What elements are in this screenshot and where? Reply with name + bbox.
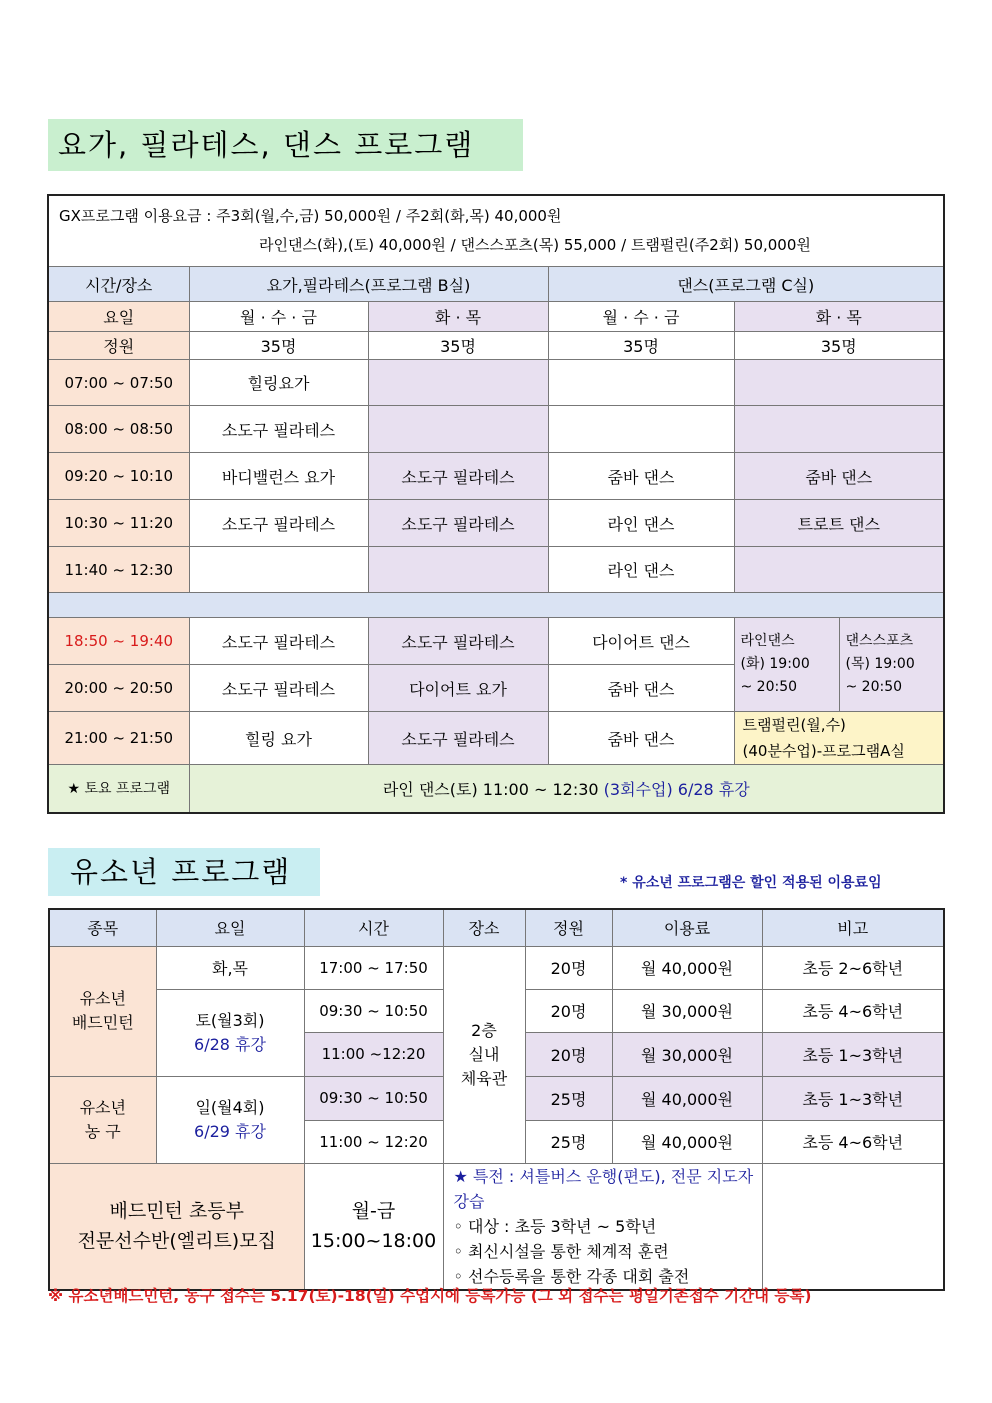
note-cell: 초등 1~3학년 bbox=[762, 1032, 944, 1076]
class-cell: 라인 댄스 bbox=[548, 500, 734, 547]
header-cell: 요일 bbox=[156, 909, 304, 946]
saturday-day: 토(월3회) bbox=[195, 1010, 265, 1030]
place-cell bbox=[443, 946, 525, 1163]
class-cell: 소도구 필라테스 bbox=[189, 618, 368, 665]
class-cell bbox=[548, 406, 734, 453]
day-cell: 화 · 목 bbox=[734, 302, 944, 332]
time-cell: 11:00 ~ 12:20 bbox=[304, 1120, 443, 1163]
gx-schedule-table bbox=[47, 194, 945, 814]
badminton-label-line: 배드민턴 bbox=[71, 1013, 134, 1032]
class-cell: 줌바 댄스 bbox=[548, 453, 734, 500]
trampoline-text: 트램펄린(월,수) bbox=[742, 716, 846, 734]
header-cell: 시간 bbox=[304, 909, 443, 946]
class-cell: 다이어트 요가 bbox=[368, 665, 548, 712]
dance-sports-text: 댄스스포츠 bbox=[845, 633, 914, 649]
elite-list-item: ◦ 선수등록을 통한 각종 대회 출전 bbox=[453, 1266, 690, 1286]
capacity-cell: 20명 bbox=[525, 989, 612, 1032]
registration-note: ※ 유소년배드민턴, 농구 접수는 5.17(토)-18(일) 수업시에 등록가능 (그 외 접수는 평일기존접수 기간내 등록) bbox=[48, 1287, 812, 1305]
sunday-day: 일(월4회) bbox=[195, 1097, 265, 1117]
capacity-cell: 20명 bbox=[525, 946, 612, 989]
break-divider bbox=[48, 593, 944, 618]
class-cell: 줌바 댄스 bbox=[548, 665, 734, 712]
time-cell: 09:30 ~ 10:50 bbox=[304, 1076, 443, 1120]
time-slot: 08:00 ~ 08:50 bbox=[48, 406, 189, 453]
elite-list-item: ◦ 대상 : 초등 3학년 ~ 5학년 bbox=[453, 1216, 657, 1236]
saturday-note: (3회수업) 6/28 휴강 bbox=[603, 779, 750, 799]
class-cell: 라인 댄스 bbox=[548, 547, 734, 593]
sunday-off: 6/29 휴강 bbox=[194, 1121, 266, 1141]
class-cell bbox=[368, 547, 548, 593]
elite-label bbox=[49, 1163, 304, 1290]
elite-details bbox=[443, 1163, 762, 1290]
saturday-label: ★ 토요 프로그램 bbox=[48, 765, 189, 813]
class-cell bbox=[734, 406, 944, 453]
youth-discount-note: * 유소년 프로그램은 할인 적용된 이용료임 bbox=[620, 875, 882, 891]
class-cell: 소도구 필라테스 bbox=[368, 712, 548, 765]
class-cell bbox=[368, 406, 548, 453]
capacity-cell: 20명 bbox=[525, 1032, 612, 1076]
youth-program-table bbox=[48, 908, 945, 1291]
class-cell bbox=[189, 547, 368, 593]
time-slot: 07:00 ~ 07:50 bbox=[48, 360, 189, 406]
class-cell: 소도구 필라테스 bbox=[368, 618, 548, 665]
class-cell: 힐링요가 bbox=[189, 360, 368, 406]
class-cell: 줌바 댄스 bbox=[734, 453, 944, 500]
header-cell: 정원 bbox=[525, 909, 612, 946]
dance-sports-text: (목) 19:00 bbox=[845, 656, 915, 672]
trampoline-text: (40분수업)-프로그램A실 bbox=[742, 742, 905, 760]
header-yoga-room: 요가,필라테스(프로그램 B실) bbox=[189, 267, 548, 302]
line-dance-text: (화) 19:00 bbox=[740, 656, 810, 672]
class-cell: 소도구 필라테스 bbox=[189, 665, 368, 712]
time-slot: 11:40 ~ 12:30 bbox=[48, 547, 189, 593]
fee-cell: 월 40,000원 bbox=[612, 1120, 762, 1163]
class-cell: 줌바 댄스 bbox=[548, 712, 734, 765]
capacity-cell: 35명 bbox=[189, 332, 368, 360]
class-cell: 트로트 댄스 bbox=[734, 500, 944, 547]
day-cell: 화,목 bbox=[156, 946, 304, 989]
fee-cell: 월 40,000원 bbox=[612, 946, 762, 989]
header-capacity: 정원 bbox=[48, 332, 189, 360]
class-cell: 다이어트 댄스 bbox=[548, 618, 734, 665]
time-cell: 11:00 ~12:20 bbox=[304, 1032, 443, 1076]
note-cell: 초등 1~3학년 bbox=[762, 1076, 944, 1120]
class-cell bbox=[734, 360, 944, 406]
line-dance-tue-cell bbox=[734, 618, 839, 712]
place-line: 2층 bbox=[471, 1020, 497, 1040]
time-cell: 09:30 ~ 10:50 bbox=[304, 989, 443, 1032]
day-cell: 화 · 목 bbox=[368, 302, 548, 332]
fee-cell: 월 30,000원 bbox=[612, 989, 762, 1032]
line-dance-text: 라인댄스 bbox=[740, 633, 795, 649]
place-line: 실내 bbox=[468, 1044, 500, 1064]
header-cell: 비고 bbox=[762, 909, 944, 946]
time-slot: 20:00 ~ 20:50 bbox=[48, 665, 189, 712]
fee-cell: 월 30,000원 bbox=[612, 1032, 762, 1076]
elite-hours: 15:00~18:00 bbox=[310, 1230, 437, 1252]
class-cell bbox=[548, 360, 734, 406]
time-slot: 09:20 ~ 10:10 bbox=[48, 453, 189, 500]
dance-sports-text: ~ 20:50 bbox=[845, 679, 903, 695]
gx-fee-line2: 라인댄스(화),(토) 40,000원 / 댄스스포츠(목) 55,000 / 트램펄린(주2회) 50,000원 bbox=[259, 236, 811, 254]
saturday-day-cell bbox=[156, 989, 304, 1076]
header-time-place: 시간/장소 bbox=[48, 267, 189, 302]
note-cell: 초등 4~6학년 bbox=[762, 989, 944, 1032]
gx-section-title: 요가, 필라테스, 댄스 프로그램 bbox=[48, 119, 523, 171]
gx-fee-info bbox=[48, 195, 944, 267]
saturday-text: 라인 댄스(토) 11:00 ~ 12:30 bbox=[382, 779, 604, 799]
elite-label-line: 배드민턴 초등부 bbox=[109, 1200, 245, 1222]
note-cell: 초등 4~6학년 bbox=[762, 1120, 944, 1163]
header-day: 요일 bbox=[48, 302, 189, 332]
day-cell: 월 · 수 · 금 bbox=[189, 302, 368, 332]
capacity-cell: 25명 bbox=[525, 1076, 612, 1120]
time-slot: 18:50 ~ 19:40 bbox=[48, 618, 189, 665]
capacity-cell: 35명 bbox=[734, 332, 944, 360]
trampoline-cell bbox=[734, 712, 944, 765]
elite-days: 월-금 bbox=[351, 1200, 396, 1222]
day-cell: 월 · 수 · 금 bbox=[548, 302, 734, 332]
note-cell: 초등 2~6학년 bbox=[762, 946, 944, 989]
elite-label-line: 전문선수반(엘리트)모집 bbox=[77, 1230, 276, 1252]
class-cell: 힐링 요가 bbox=[189, 712, 368, 765]
class-cell: 소도구 필라테스 bbox=[189, 406, 368, 453]
header-cell: 종목 bbox=[49, 909, 156, 946]
time-slot: 21:00 ~ 21:50 bbox=[48, 712, 189, 765]
class-cell: 소도구 필라테스 bbox=[189, 500, 368, 547]
class-cell: 소도구 필라테스 bbox=[368, 453, 548, 500]
line-dance-text: ~ 20:50 bbox=[740, 679, 798, 695]
elite-time-cell bbox=[304, 1163, 443, 1290]
badminton-label bbox=[49, 946, 156, 1076]
capacity-cell: 35명 bbox=[368, 332, 548, 360]
elite-benefit: ★ 특전 : 셔틀버스 운행(편도), 전문 지도자 강습 bbox=[453, 1166, 754, 1211]
capacity-cell: 35명 bbox=[548, 332, 734, 360]
header-dance-room: 댄스(프로그램 C실) bbox=[548, 267, 944, 302]
gx-fee-line1: GX프로그램 이용요금 : 주3회(월,수,금) 50,000원 / 주2회(화,목) 40,000원 bbox=[59, 207, 562, 225]
class-cell bbox=[368, 360, 548, 406]
place-line: 체육관 bbox=[460, 1068, 508, 1088]
saturday-program bbox=[189, 765, 944, 813]
elite-list-item: ◦ 최신시설을 통한 체계적 훈련 bbox=[453, 1241, 669, 1261]
saturday-off: 6/28 휴강 bbox=[194, 1034, 266, 1054]
basketball-label bbox=[49, 1076, 156, 1163]
capacity-cell: 25명 bbox=[525, 1120, 612, 1163]
sunday-day-cell bbox=[156, 1076, 304, 1163]
class-cell bbox=[734, 547, 944, 593]
header-cell: 장소 bbox=[443, 909, 525, 946]
header-cell: 이용료 bbox=[612, 909, 762, 946]
time-cell: 17:00 ~ 17:50 bbox=[304, 946, 443, 989]
basketball-label-line: 농 구 bbox=[84, 1121, 121, 1141]
fee-cell: 월 40,000원 bbox=[612, 1076, 762, 1120]
class-cell: 소도구 필라테스 bbox=[368, 500, 548, 547]
youth-section-title: 유소년 프로그램 bbox=[48, 848, 320, 896]
dance-sports-thu-cell bbox=[839, 618, 944, 712]
time-slot: 10:30 ~ 11:20 bbox=[48, 500, 189, 547]
class-cell: 바디밸런스 요가 bbox=[189, 453, 368, 500]
badminton-label-line: 유소년 bbox=[79, 989, 126, 1008]
basketball-label-line: 유소년 bbox=[79, 1097, 126, 1117]
